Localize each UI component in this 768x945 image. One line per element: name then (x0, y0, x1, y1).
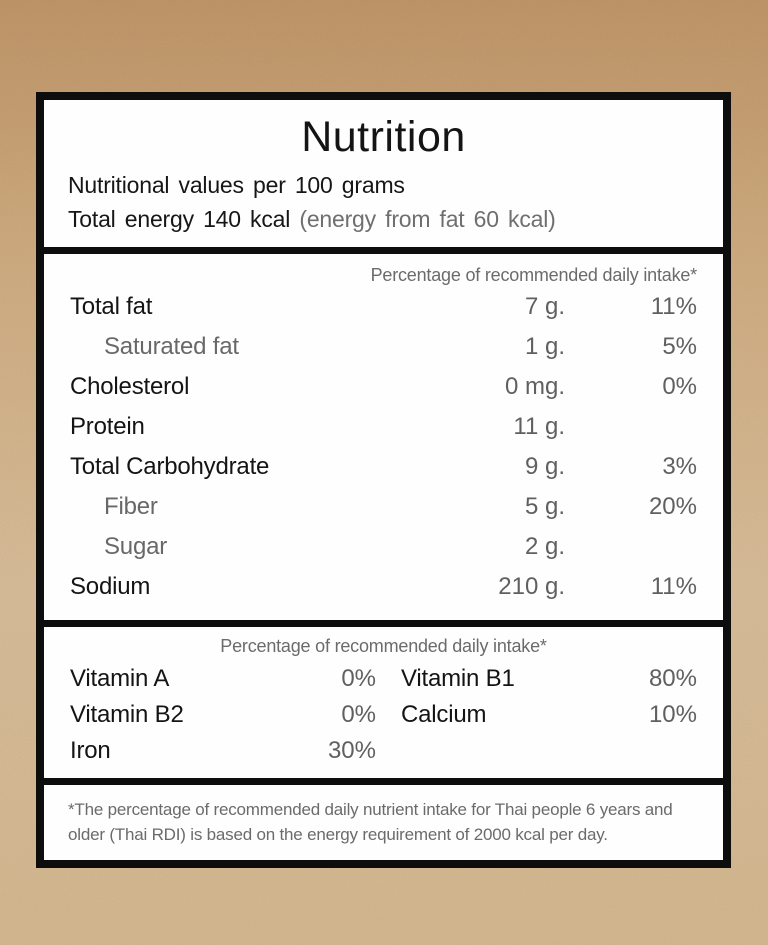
table-row (70, 573, 697, 613)
nutrient-name: Fiber (104, 493, 158, 520)
vitamin-percent: 10% (648, 701, 697, 728)
vitamins-section (44, 627, 723, 778)
nutrient-amount: 5 g. (524, 493, 565, 520)
nutrient-name: Protein (70, 413, 145, 440)
section-divider (44, 247, 723, 254)
table-row (70, 493, 697, 533)
vitamin-name: Vitamin B2 (70, 701, 184, 728)
vitamin-name: Calcium (401, 701, 487, 728)
vitamin-percent: 0% (341, 665, 376, 692)
section-divider (44, 778, 723, 785)
vitamin-percent: 0% (341, 701, 376, 728)
label-title: Nutrition (301, 113, 466, 161)
vitamin-name: Vitamin B1 (401, 665, 515, 692)
vitamins-column-header: Percentage of recommended daily intake* (220, 636, 547, 656)
nutrient-rows (70, 293, 697, 623)
nutrient-percent: 11% (650, 573, 697, 600)
nutrient-name: Saturated fat (104, 333, 239, 360)
section-divider (44, 620, 723, 627)
table-row (70, 453, 697, 493)
label-header-section (44, 100, 723, 247)
nutrient-percent: 5% (662, 333, 697, 360)
nutrient-percent: 3% (662, 453, 697, 480)
nutrient-amount: 1 g. (524, 333, 565, 360)
table-row (70, 533, 697, 573)
vitamin-row (70, 665, 697, 701)
nutrient-name: Total fat (70, 293, 153, 320)
nutrient-name: Sugar (104, 533, 168, 560)
nutrient-percent: 0% (662, 373, 697, 400)
vitamin-row (70, 737, 697, 773)
table-row (70, 413, 697, 453)
footnote-section (44, 785, 723, 860)
nutrient-amount: 2 g. (524, 533, 565, 560)
energy-line (68, 202, 699, 236)
nutrient-percent: 11% (650, 293, 697, 320)
nutrient-amount: 210 g. (498, 573, 565, 600)
nutrition-label (36, 92, 731, 868)
nutrient-amount: 7 g. (524, 293, 565, 320)
nutrient-name: Total Carbohydrate (70, 453, 270, 480)
nutrient-amount: 11 g. (513, 413, 565, 440)
nutrient-percent: 20% (648, 493, 697, 520)
serving-size-line: Nutritional values per 100 grams (68, 172, 405, 198)
nutrient-name: Sodium (70, 573, 151, 600)
nutrient-amount: 0 mg. (504, 373, 565, 400)
vitamin-row (70, 701, 697, 737)
daily-intake-column-header: Percentage of recommended daily intake* (370, 265, 697, 285)
rdi-footnote: *The percentage of recommended daily nutrient intake for Thai people 6 years and older (Thai RDI) is based on the energy requirement of 2000 kcal per day. (68, 800, 673, 844)
energy-total: Total energy 140 kcal (68, 206, 291, 232)
nutrient-amount: 9 g. (524, 453, 565, 480)
vitamin-name: Iron (70, 737, 111, 764)
table-row (70, 293, 697, 333)
table-row (70, 333, 697, 373)
vitamin-percent: 30% (327, 737, 376, 764)
vitamin-name: Vitamin A (70, 665, 170, 692)
nutrient-name: Cholesterol (70, 373, 190, 400)
nutrient-table-section (44, 254, 723, 620)
vitamin-rows (70, 665, 697, 773)
energy-from-fat: (energy from fat 60 kcal) (299, 206, 556, 232)
vitamin-percent: 80% (648, 665, 697, 692)
table-row (70, 373, 697, 413)
